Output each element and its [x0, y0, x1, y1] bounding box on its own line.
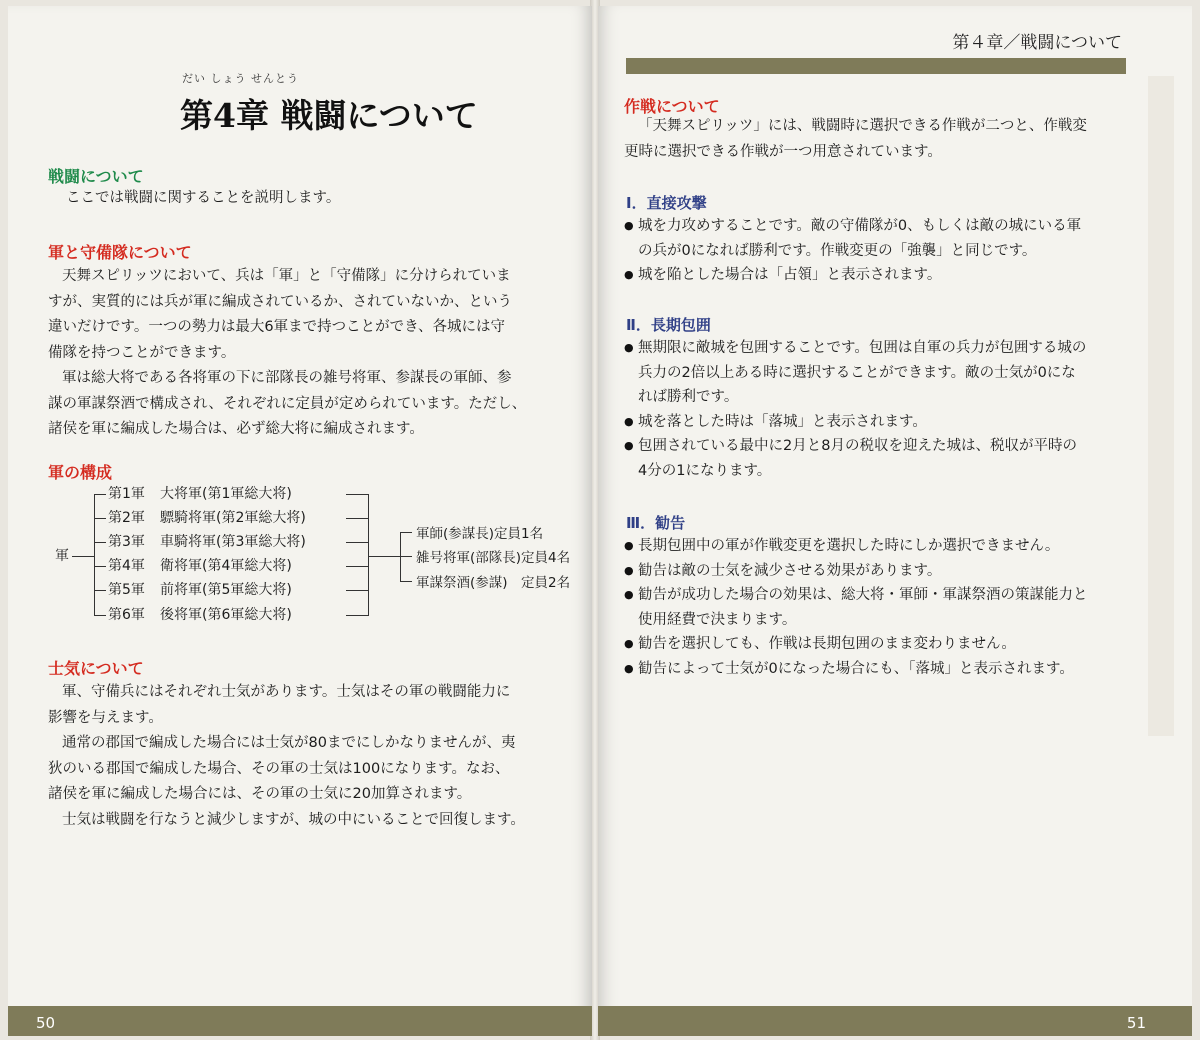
bracket-line — [94, 494, 106, 495]
bracket-line — [72, 556, 94, 557]
army-row — [108, 603, 292, 627]
list-item-text: れば勝利です。 — [638, 389, 739, 405]
garrison-text — [48, 264, 568, 443]
section-heading-strategy: 作戦について — [624, 97, 720, 116]
army-number: 第3軍 — [108, 534, 145, 550]
bracket-line — [400, 532, 412, 533]
army-general: 衛将軍(第4軍総大将) — [160, 558, 292, 574]
list-item-continuation — [624, 385, 1154, 410]
list-item: ● 城を落とした時は「落城」と表示されます。 — [624, 410, 1154, 435]
army-row — [108, 482, 292, 506]
diagram-root-label: 軍 — [55, 548, 69, 564]
right-page — [598, 6, 1192, 1036]
bracket-line — [94, 494, 95, 616]
army-general: 車騎将軍(第3軍総大将) — [160, 534, 306, 550]
staff-entry: 雑号将軍(部隊長)定員4名 — [416, 550, 571, 566]
bracket-line — [368, 494, 369, 616]
list-item: ● 城を陥とした場合は「占領」と表示されます。 — [624, 263, 1154, 288]
paragraph-line: 諸侯を軍に編成した場合は、必ず総大将に編成されます。 — [48, 421, 424, 437]
bracket-line — [400, 581, 412, 582]
army-row — [108, 554, 292, 578]
army-number: 第6軍 — [108, 607, 145, 623]
army-general: 後将軍(第6軍総大将) — [160, 607, 292, 623]
battle-text — [66, 186, 340, 212]
paragraph-line: 天舞スピリッツにおいて、兵は「軍」と「守備隊」に分けられていま — [62, 268, 511, 284]
header-bar — [626, 58, 1126, 74]
bracket-line — [368, 556, 400, 557]
army-number: 第5軍 — [108, 582, 145, 598]
paragraph-line: 違いだけです。一つの勢力は最大6軍まで持つことができ、各城には守 — [48, 319, 505, 335]
paragraph-line: 諸侯を軍に編成した場合には、その軍の士気に20加算されます。 — [48, 786, 472, 802]
section-heading-battle: 戦闘について — [48, 167, 144, 186]
paragraph-line: 謀の軍謀祭酒で構成され、それぞれに定員が定められています。ただし、 — [48, 395, 527, 412]
surrender-list — [624, 534, 1164, 681]
bracket-line — [346, 518, 368, 519]
bracket-line — [94, 518, 106, 519]
section-heading-garrison: 軍と守備隊について — [48, 243, 192, 262]
subheading-surrender: Ⅲ．勧告 — [626, 514, 686, 532]
bracket-line — [346, 566, 368, 567]
page-number: 51 — [1126, 1014, 1146, 1032]
staff-entry: 軍謀祭酒(参謀) 定員2名 — [416, 575, 571, 591]
section-heading-composition: 軍の構成 — [48, 463, 113, 482]
army-row — [108, 578, 292, 602]
section-heading-morale: 士気について — [48, 659, 144, 678]
list-item-continuation — [624, 361, 1154, 386]
army-number: 第1軍 — [108, 486, 145, 502]
list-item: ● 長期包囲中の軍が作戦変更を選択した時にしか選択できません。 — [624, 534, 1164, 559]
paragraph-line: 軍、守備兵にはそれぞれ士気があります。士気はその軍の戦闘能力に — [62, 684, 511, 700]
paragraph-line: 影響を与えます。 — [48, 709, 163, 726]
list-item: ● 勧告によって士気が0になった場合にも、「落城」と表示されます。 — [624, 657, 1164, 682]
chapter-title: 第4章 戦闘について — [180, 96, 478, 135]
paragraph-line: 狄のいる郡国で編成した場合、その軍の士気は100になります。なお、 — [48, 760, 510, 777]
bracket-line — [346, 542, 368, 543]
bracket-line — [94, 590, 106, 591]
list-item: ● 無期限に敵城を包囲することです。包囲は自軍の兵力が包囲する城の — [624, 336, 1154, 361]
list-item-continuation — [624, 459, 1154, 484]
army-general: 大将軍(第1軍総大将) — [160, 486, 292, 502]
paragraph-line: 軍は総大将である各将軍の下に部隊長の雑号将軍、参謀長の軍師、参 — [62, 370, 512, 386]
list-item-text: の兵が0になれば勝利です。作戦変更の「強襲」と同じです。 — [638, 242, 1037, 259]
footer-bar — [8, 1006, 592, 1036]
paragraph-line: 備隊を持つことができます。 — [48, 344, 236, 361]
army-number: 第4軍 — [108, 558, 145, 574]
page-number: 50 — [36, 1014, 56, 1032]
army-row — [108, 506, 306, 530]
paragraph-line: 士気は戦闘を行なうと減少しますが、城の中にいることで回復します。 — [62, 811, 525, 828]
army-number: 第2軍 — [108, 510, 145, 526]
strategy-text — [624, 114, 1154, 165]
list-item: ● 包囲されている最中に2月と8月の税収を迎えた城は、税収が平時の — [624, 434, 1154, 459]
paragraph-line: ここでは戦闘に関することを説明します。 — [66, 190, 341, 206]
running-head: 第４章／戦闘について — [952, 33, 1122, 53]
list-item-continuation — [624, 608, 1164, 633]
siege-list — [624, 336, 1154, 483]
morale-text — [48, 680, 578, 833]
paragraph-line: すが、実質的には兵が軍に編成されているか、されていないか、という — [48, 293, 512, 310]
list-item-text: 兵力の2倍以上ある時に選択することができます。敵の士気が0にな — [638, 364, 1076, 381]
subheading-siege: Ⅱ．長期包囲 — [626, 316, 711, 334]
bracket-line — [346, 590, 368, 591]
chapter-title-ruby: だい しょう せんとう — [182, 72, 299, 85]
army-general: 驃騎将軍(第2軍総大将) — [160, 510, 306, 526]
army-composition-diagram — [48, 484, 571, 634]
bracket-line — [400, 556, 412, 557]
bracket-line — [400, 532, 401, 582]
list-item-text: 使用経費で決まります。 — [638, 611, 797, 628]
left-page — [8, 6, 592, 1036]
bracket-line — [94, 566, 106, 567]
list-item: ● 勧告が成功した場合の効果は、総大将・軍師・軍謀祭酒の策謀能力と — [624, 583, 1164, 608]
bracket-line — [94, 615, 106, 616]
bracket-line — [94, 542, 106, 543]
footer-bar — [598, 1006, 1192, 1036]
paragraph-line: 更時に選択できる作戦が一つ用意されています。 — [624, 143, 942, 160]
bracket-line — [346, 494, 368, 495]
staff-entry: 軍師(参謀長)定員1名 — [416, 526, 544, 542]
list-item-text: 4分の1になります。 — [638, 462, 772, 479]
list-item: ● 勧告を選択しても、作戦は長期包囲のまま変わりません。 — [624, 632, 1164, 657]
list-item: ● 城を力攻めすることです。敵の守備隊が0、もしくは敵の城にいる軍 — [624, 214, 1154, 239]
list-item: ● 勧告は敵の士気を減少させる効果があります。 — [624, 559, 1164, 584]
subheading-direct-attack: Ⅰ．直接攻撃 — [626, 194, 707, 212]
paragraph-line: 「天舞スピリッツ」には、戦闘時に選択できる作戦が二つと、作戦変 — [638, 118, 1087, 134]
list-item-continuation — [624, 239, 1154, 264]
army-row — [108, 530, 306, 554]
paragraph-line: 通常の郡国で編成した場合には士気が80までにしかなりませんが、夷 — [62, 735, 516, 751]
bracket-line — [346, 615, 368, 616]
direct-attack-list — [624, 214, 1154, 288]
army-general: 前将軍(第5軍総大将) — [160, 582, 292, 598]
